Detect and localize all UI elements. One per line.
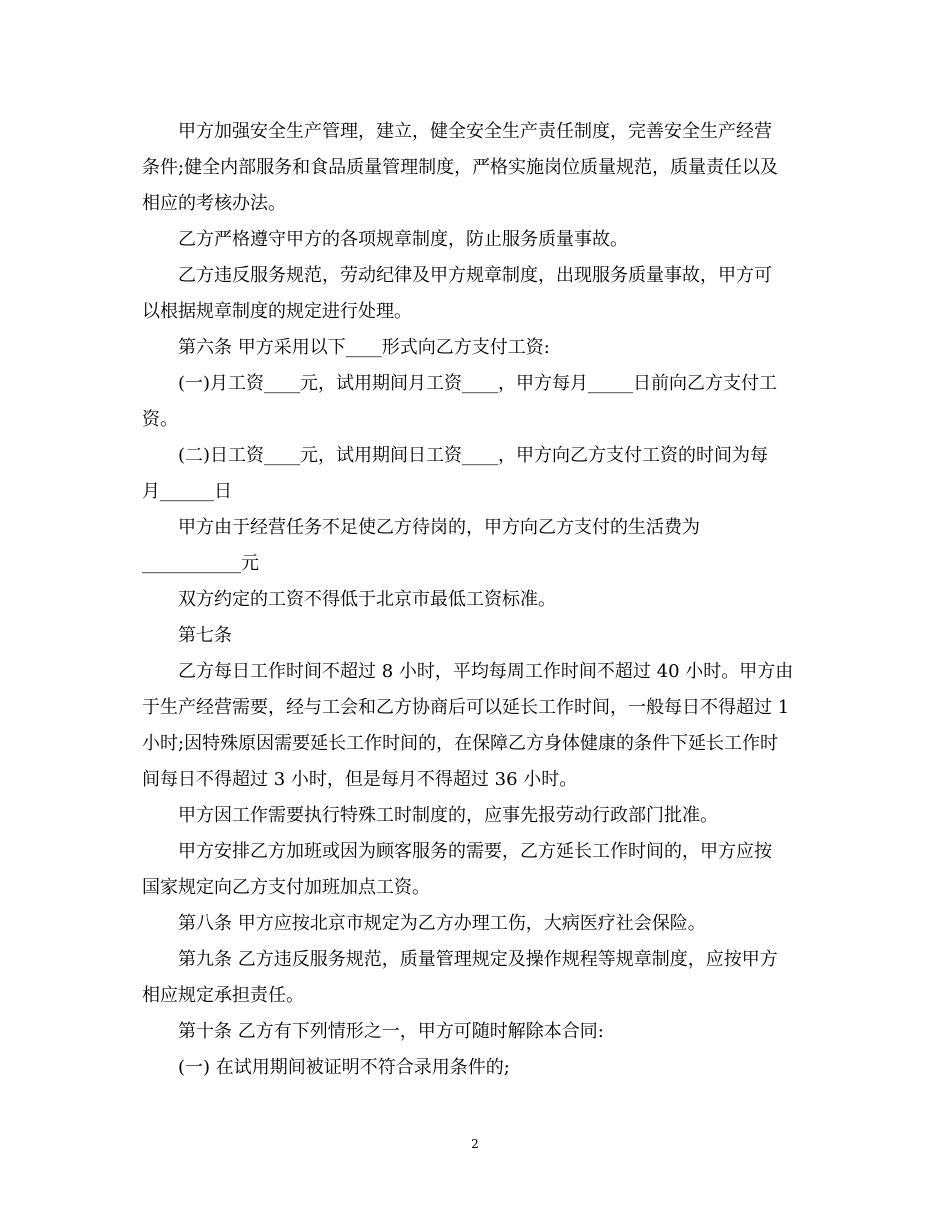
text-line: ___________元 [142,553,259,574]
text-line: 间每日不得超过 3 小时，但是每月不得超过 36 小时。 [142,769,578,790]
text-line: 乙方违反服务规范，劳动纪律及甲方规章制度，出现服务质量事故，甲方可 [178,265,772,286]
text-line: 甲方安排乙方加班或因为顾客服务的需要，乙方延长工作时间的，甲方应按 [178,841,772,862]
text-line: 甲方由于经营任务不足使乙方待岗的，甲方向乙方支付的生活费为 [178,517,700,538]
text-line: 以根据规章制度的规定进行处理。 [142,301,412,322]
article-8-heading: 第八条 甲方应按北京市规定为乙方办理工伤，大病医疗社会保险。 [178,913,706,934]
text-line: (一)月工资____元，试用期间月工资____，甲方每月_____日前向乙方支付工 [178,373,778,394]
text-line: 相应规定承担责任。 [142,985,304,1006]
text-line: 双方约定的工资不得低于北京市最低工资标准。 [178,589,556,610]
text-line: (二)日工资____元，试用期间日工资____，甲方向乙方支付工资的时间为每 [178,445,769,466]
article-7-heading: 第七条 [178,625,232,646]
text-line: (一) 在试用期间被证明不符合录用条件的; [178,1057,510,1078]
text-line: 条件;健全内部服务和食品质量管理制度，严格实施岗位质量规范，质量责任以及 [142,157,779,178]
text-line: 相应的考核办法。 [142,193,286,214]
text-line: 于生产经营需要，经与工会和乙方协商后可以延长工作时间，一般每日不得超过 1 [142,697,790,718]
page-number: 2 [471,1137,479,1151]
text-line: 国家规定向乙方支付加班加点工资。 [142,877,430,898]
text-line: 月______日 [142,481,232,502]
text-line: 小时;因特殊原因需要延长工作时间的，在保障乙方身体健康的条件下延长工作时 [142,733,779,754]
article-6-heading: 第六条 甲方采用以下____形式向乙方支付工资: [178,337,550,358]
text-line: 甲方加强安全生产管理，建立，健全安全生产责任制度，完善安全生产经营 [178,121,772,142]
text-line: 乙方严格遵守甲方的各项规章制度，防止服务质量事故。 [178,229,628,250]
document-body [142,114,805,1086]
text-line: 甲方因工作需要执行特殊工时制度的，应事先报劳动行政部门批准。 [178,805,718,826]
text-line: 乙方每日工作时间不超过 8 小时，平均每周工作时间不超过 40 小时。甲方由 [178,661,794,682]
text-line: 资。 [142,409,178,430]
article-9-heading: 第九条 乙方违反服务规范，质量管理规定及操作规程等规章制度，应按甲方 [178,949,778,970]
article-10-heading: 第十条 乙方有下列情形之一，甲方可随时解除本合同: [178,1021,604,1042]
